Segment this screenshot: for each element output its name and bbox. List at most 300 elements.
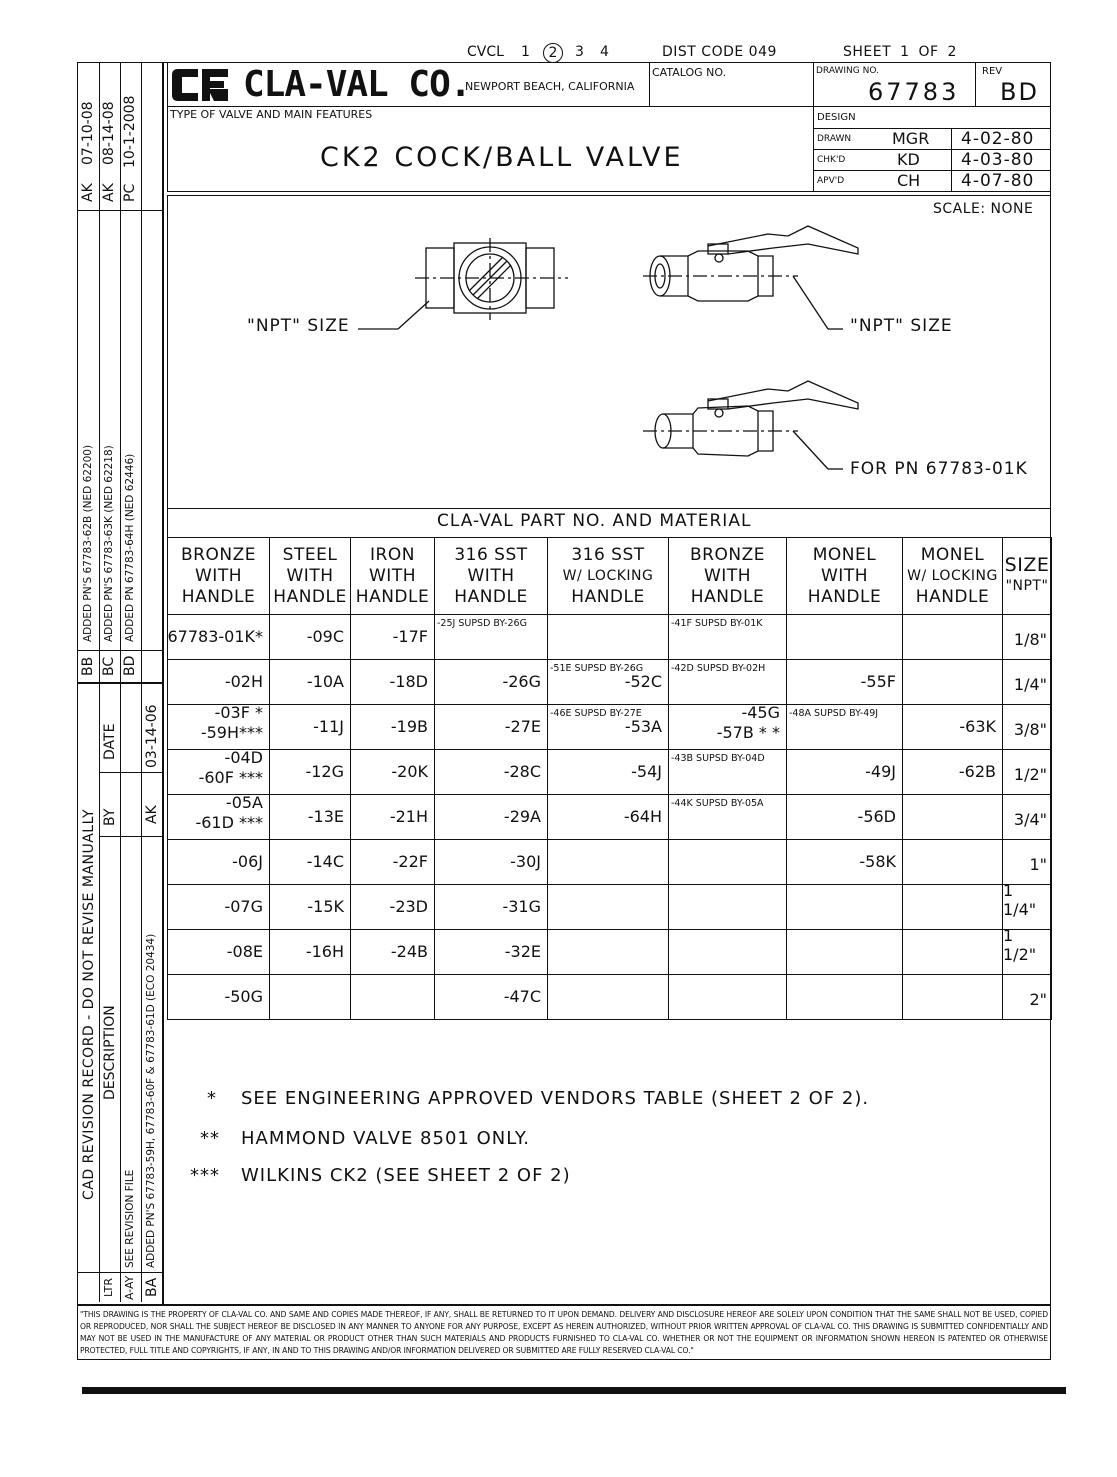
part-number: [307, 672, 344, 692]
table-cell: [351, 975, 435, 1020]
cvcl-value-3: 3: [575, 44, 584, 60]
part-number: [859, 852, 896, 872]
rev-bb-by: AK: [80, 183, 96, 202]
column-header-line: WITH: [369, 565, 416, 586]
table-cell: [351, 660, 435, 705]
part-number: [195, 793, 263, 833]
rev-bc-ltr: BC: [101, 656, 117, 676]
table-cell: [351, 615, 435, 660]
scale-note: SCALE: NONE: [933, 201, 1034, 217]
rev-header-description: DESCRIPTION: [102, 1005, 118, 1100]
table-cell: [351, 840, 435, 885]
column-header-line: 316 SST: [454, 544, 528, 565]
part-number-value: -58K: [859, 852, 896, 871]
table-cell: [270, 795, 351, 840]
note-2-text: HAMMOND VALVE 8501 ONLY.: [241, 1128, 530, 1149]
approved-date: 4-07-80: [961, 171, 1035, 191]
superseded-note: -51E SUPSD BY-26G: [550, 663, 644, 674]
checked-by: KD: [897, 150, 920, 169]
part-number-value: -52C: [624, 672, 662, 691]
part-number: [201, 703, 263, 743]
table-cell: [270, 750, 351, 795]
table-cell: [351, 750, 435, 795]
column-header-9: [1003, 538, 1052, 615]
approved-by: CH: [897, 171, 921, 190]
rev-bb-ltr: BB: [80, 656, 96, 676]
column-header-line: SIZE: [1004, 554, 1050, 576]
table-row: [168, 840, 1052, 885]
rev-header-ltr: LTR: [102, 1278, 115, 1297]
table-cell: [548, 660, 669, 705]
table-cell: [903, 885, 1003, 930]
approved-label: APV'D: [817, 176, 845, 186]
part-number-value: -29A: [503, 807, 541, 826]
superseded-note: -42D SUPSD BY-02H: [671, 663, 766, 674]
column-header-line: WITH: [704, 565, 751, 586]
table-cell: [270, 615, 351, 660]
table-cell: [548, 885, 669, 930]
table-cell: [435, 795, 548, 840]
rev-bd-ltr: BD: [122, 655, 138, 676]
part-number-value: -19B: [390, 717, 428, 736]
column-header-line: HANDLE: [690, 586, 765, 607]
note-3-text: WILKINS CK2 (SEE SHEET 2 OF 2): [241, 1165, 571, 1186]
part-number-value: -11J: [313, 717, 344, 736]
table-row: [168, 975, 1052, 1020]
table-cell: [903, 975, 1003, 1020]
part-number: [502, 672, 541, 692]
size-value: 1/4": [1013, 675, 1047, 694]
table-cell: [168, 660, 270, 705]
table-cell: [270, 660, 351, 705]
table-cell: [548, 930, 669, 975]
column-header-line: WITH: [467, 565, 515, 586]
part-number: [224, 987, 263, 1007]
size-value: 1": [1029, 855, 1047, 874]
part-number: [393, 852, 428, 872]
part-number: [307, 897, 344, 917]
company-location: NEWPORT BEACH, CALIFORNIA: [465, 80, 635, 93]
company-name: CLA-VAL CO.: [243, 64, 471, 105]
part-number-value: -31G: [502, 897, 541, 916]
part-number: [307, 852, 344, 872]
column-header-line: WITH: [286, 565, 334, 586]
column-header-line: W/ LOCKING: [907, 567, 998, 584]
part-number: [625, 672, 662, 692]
part-number-value: -45G: [741, 703, 780, 722]
column-header-line: STEEL: [282, 544, 338, 565]
part-number-value: -21H: [389, 807, 428, 826]
rev-ba-description: ADDED PN'S 67783-59H, 67783-60F & 67783-61D (ECO 20434): [145, 933, 157, 1268]
superseded-note: -43B SUPSD BY-04D: [671, 753, 765, 764]
part-number-value: -20K: [391, 762, 428, 781]
size-cell: [1003, 926, 1052, 975]
part-number-value: -05A: [225, 793, 263, 812]
table-cell: [168, 750, 270, 795]
part-number: [391, 717, 428, 737]
table-cell: [548, 975, 669, 1020]
rev-ba-by: AK: [144, 805, 160, 824]
part-number: [390, 672, 428, 692]
note-2-mark: **: [200, 1128, 220, 1149]
superseded-note: -25J SUPSD BY-26G: [437, 618, 527, 629]
table-cell: [168, 615, 270, 660]
column-header-line: HANDLE: [454, 586, 528, 607]
table-cell: [669, 885, 787, 930]
callout-for-pn: FOR PN 67783-01K: [850, 459, 1028, 479]
rev-aay-description: SEE REVISION FILE: [124, 1169, 136, 1268]
rev-bc-date: 08-14-08: [101, 101, 117, 165]
cla-val-logo-icon: [170, 66, 230, 104]
drawing-number-label: DRAWING NO.: [816, 66, 879, 76]
part-number: [227, 942, 263, 962]
table-cell: [669, 660, 787, 705]
drawn-by: MGR: [892, 129, 930, 148]
part-number: [505, 717, 541, 737]
part-number-value: -61D ***: [195, 813, 263, 832]
size-cell: [1003, 881, 1052, 930]
size-value: 2": [1029, 990, 1047, 1009]
part-number: [390, 807, 428, 827]
part-number-value: -17F: [392, 627, 428, 646]
table-cell: [787, 750, 903, 795]
rev-bd-by: PC: [122, 183, 138, 202]
table-cell: [669, 840, 787, 885]
column-header-line: "NPT": [1005, 578, 1049, 594]
table-cell: [351, 930, 435, 975]
rev-aay-ltr: A-AY: [123, 1275, 136, 1300]
part-number-value: -12G: [305, 762, 344, 781]
table-cell: [168, 795, 270, 840]
table-cell: [270, 840, 351, 885]
table-cell: [435, 840, 548, 885]
rev-bd-description: ADDED PN 67783-64H (NED 62446): [124, 453, 136, 642]
table-cell: [903, 840, 1003, 885]
part-number: [865, 762, 896, 782]
part-number-value: -26G: [502, 672, 541, 691]
part-number-value: -16H: [305, 942, 344, 961]
table-row: [168, 660, 1052, 705]
part-number: [308, 807, 344, 827]
rev-bc-by: AK: [101, 183, 117, 202]
part-number-value: -02H: [224, 672, 263, 691]
valve-side-view-icon: [643, 226, 858, 329]
part-number-value: -32E: [504, 942, 541, 961]
part-number-value: -56D: [857, 807, 896, 826]
column-header-8: [903, 538, 1003, 615]
cvcl-value-2-circled: 2: [543, 43, 563, 63]
valve-front-view-icon: [358, 238, 568, 329]
table-cell: [548, 840, 669, 885]
part-number: [631, 762, 662, 782]
column-header-line: HANDLE: [807, 586, 882, 607]
superseded-note: -46E SUPSD BY-27E: [550, 708, 642, 719]
rev-label: REV: [982, 66, 1003, 77]
part-number-value: -63K: [959, 717, 996, 736]
part-number-value: -64H: [623, 807, 662, 826]
part-number-value: -14C: [306, 852, 344, 871]
checked-date: 4-03-80: [961, 150, 1035, 170]
part-number: [717, 703, 780, 743]
part-number-value: -10A: [306, 672, 344, 691]
column-header-line: BRONZE: [181, 544, 256, 565]
rev-ba-ltr: BA: [144, 1277, 160, 1297]
table-cell: [435, 750, 548, 795]
catalog-label: CATALOG NO.: [652, 66, 727, 79]
part-number-value: -62B: [958, 762, 996, 781]
size-value: 1 1/4": [1003, 881, 1037, 919]
part-number-value: 67783-01K*: [167, 627, 263, 646]
column-header-line: MONEL: [812, 544, 877, 565]
drawn-date: 4-02-80: [961, 129, 1035, 149]
part-number: [624, 807, 662, 827]
table-cell: [351, 885, 435, 930]
table-cell: [435, 660, 548, 705]
table-cell: [435, 705, 548, 750]
rev-bd-date: 10-1-2008: [122, 95, 138, 168]
part-number-value: -08E: [226, 942, 263, 961]
size-cell: [1003, 615, 1052, 660]
table-cell: [270, 885, 351, 930]
column-header-line: HANDLE: [915, 586, 990, 607]
column-header-line: HANDLE: [355, 586, 430, 607]
table-cell: [351, 795, 435, 840]
size-cell: [1003, 840, 1052, 885]
cvcl-value-1: 1: [521, 44, 530, 60]
part-number-value: -55F: [860, 672, 896, 691]
part-number-value: -06J: [232, 852, 263, 871]
callout-npt-size-right: "NPT" SIZE: [850, 316, 953, 336]
part-number-value: -30J: [510, 852, 541, 871]
part-number: [307, 627, 344, 647]
size-cell: [1003, 750, 1052, 795]
part-number: [959, 762, 996, 782]
part-number-value: -59H***: [200, 723, 263, 742]
proprietary-disclaimer: "THIS DRAWING IS THE PROPERTY OF CLA-VAL CO. AND SAME AND COPIES MADE THEREOF, IF ANY, SHALL BE RETURNED TO IT UPON DEMAND. DELIVERY AND DISCLOSURE HEREOF ARE SOLELY UPON CONDITION THAT THE SAME SHALL NOT BE USED, COPIED OR REPRODUCED, NOR SHALL THE SUBJECT HEREOF BE DISCLOSED IN ANY MANNER TO ANYONE FOR ANY PURPOSE, EXCEPT AS HEREIN AUTHORIZED, WITHOUT PRIOR WRITTEN APPROVAL OF CLA-VAL CO. THIS DRAWING IS SUBMITTED CONFIDENTIALLY AND MAY NOT BE USED IN THE MANUFACTURE OF ANY MATERIAL OR PRODUCT OTHER THAN SUCH MATERIALS AND PRODUCTS FURNISHED TO CLA-VAL CO. WHETHER OR NOT THE EQUIPMENT OR INFORMATION SHOWN HEREON IS PATENTED OR OTHERWISE PROTECTED, FULL TITLE AND COPYRIGHTS, IF ANY, IN AND TO THIS DRAWING AND/OR INFORMATION DELIVERED OR SUBMITTED ARE FULLY RESERVED CLA-VAL CO.": [80, 1310, 1048, 1355]
table-cell: [435, 930, 548, 975]
table-cell: [787, 840, 903, 885]
table-cell: [168, 930, 270, 975]
column-header-4: [435, 538, 548, 615]
table-cell: [669, 705, 787, 750]
table-cell: [548, 705, 669, 750]
column-header-line: IRON: [370, 544, 415, 565]
part-number-value: -54J: [631, 762, 662, 781]
column-header-line: HANDLE: [273, 586, 347, 607]
part-number: [959, 717, 996, 737]
part-number-value: -13E: [307, 807, 344, 826]
design-label: DESIGN: [817, 112, 856, 123]
part-number-value: -23D: [389, 897, 428, 916]
valve-type-label: TYPE OF VALVE AND MAIN FEATURES: [170, 108, 373, 121]
valve-side-view-01k-icon: [643, 381, 858, 469]
part-number-value: -09C: [306, 627, 344, 646]
column-header-5: [548, 538, 669, 615]
rev-bb-description: ADDED PN'S 67783-62B (NED 62200): [82, 444, 94, 642]
table-row: [168, 885, 1052, 930]
part-number: [313, 717, 344, 737]
part-number-value: -22F: [392, 852, 428, 871]
part-number: [391, 762, 428, 782]
table-cell: [351, 705, 435, 750]
table-cell: [787, 795, 903, 840]
drawn-label: DRAWN: [817, 134, 852, 144]
part-number-value: -49J: [865, 762, 896, 781]
rev-bb-date: 07-10-08: [80, 101, 96, 165]
table-cell: [787, 885, 903, 930]
callout-npt-size-left: "NPT" SIZE: [247, 316, 350, 336]
part-number: [306, 942, 344, 962]
table-header-row: [168, 538, 1052, 615]
table-cell: [669, 750, 787, 795]
part-number: [390, 897, 428, 917]
part-number-value: -47C: [503, 987, 541, 1006]
column-header-6: [669, 538, 787, 615]
part-number-value: -15K: [307, 897, 344, 916]
column-header-line: HANDLE: [571, 586, 645, 607]
table-cell: [435, 975, 548, 1020]
cvcl-label: CVCL: [467, 44, 504, 60]
table-cell: [669, 615, 787, 660]
column-header-line: 316 SST: [571, 544, 645, 565]
table-cell: [903, 705, 1003, 750]
part-number: [861, 672, 896, 692]
table-cell: [787, 615, 903, 660]
part-number-value: -57B * *: [716, 723, 780, 742]
parts-table-title: CLA-VAL PART NO. AND MATERIAL: [437, 511, 752, 531]
table-cell: [787, 660, 903, 705]
table-row: [168, 705, 1052, 750]
note-3-mark: ***: [190, 1165, 220, 1186]
size-cell: [1003, 795, 1052, 840]
note-1-text: SEE ENGINEERING APPROVED VENDORS TABLE (SHEET 2 OF 2).: [241, 1088, 870, 1109]
table-cell: [435, 885, 548, 930]
table-cell: [669, 975, 787, 1020]
part-number: [502, 897, 541, 917]
size-value: 1 1/2": [1003, 926, 1037, 964]
parts-table: [167, 537, 1052, 1020]
column-header-line: WITH: [821, 565, 868, 586]
part-number: [305, 762, 344, 782]
part-number-value: -18D: [389, 672, 428, 691]
part-number-value: -27E: [504, 717, 541, 736]
part-number: [504, 987, 541, 1007]
note-1-mark: *: [207, 1088, 217, 1109]
table-cell: [168, 885, 270, 930]
part-number: [505, 942, 541, 962]
size-value: 1/8": [1013, 630, 1047, 649]
column-header-line: W/ LOCKING: [562, 567, 654, 584]
superseded-note: -48A SUPSD BY-49J: [789, 708, 879, 719]
part-number: [391, 942, 428, 962]
part-number: [393, 627, 428, 647]
part-number: [504, 807, 541, 827]
part-number-value: -50G: [224, 987, 263, 1006]
superseded-note: -41F SUPSD BY-01K: [671, 618, 763, 629]
table-cell: [669, 795, 787, 840]
column-header-1: [168, 538, 270, 615]
part-number: [225, 672, 263, 692]
column-header-7: [787, 538, 903, 615]
sheet-number: SHEET 1 OF 2: [843, 44, 957, 60]
table-cell: [435, 615, 548, 660]
table-cell: [270, 705, 351, 750]
table-cell: [548, 750, 669, 795]
table-cell: [787, 705, 903, 750]
column-header-line: MONEL: [920, 544, 985, 565]
rev-header-by: BY: [102, 808, 118, 826]
table-row: [168, 930, 1052, 975]
column-header-line: BRONZE: [690, 544, 765, 565]
checked-label: CHK'D: [817, 155, 846, 165]
revision-record-title: CAD REVISION RECORD - DO NOT REVISE MANUALLY: [81, 808, 97, 1200]
part-number: [167, 627, 263, 647]
rev-value: BD: [1000, 78, 1039, 106]
column-header-2: [270, 538, 351, 615]
table-cell: [903, 750, 1003, 795]
drawing-number: 67783: [868, 78, 960, 106]
part-number-value: -03F *: [214, 703, 263, 722]
table-cell: [903, 795, 1003, 840]
column-header-3: [351, 538, 435, 615]
table-cell: [168, 840, 270, 885]
size-value: 3/4": [1013, 810, 1047, 829]
drawing-title: CK2 COCK/BALL VALVE: [320, 142, 684, 173]
part-number-value: -53A: [624, 717, 662, 736]
cvcl-value-4: 4: [600, 44, 609, 60]
table-cell: [168, 705, 270, 750]
part-number-value: -07G: [224, 897, 263, 916]
part-number: [504, 762, 541, 782]
rev-ba-date: 03-14-06: [144, 704, 160, 768]
table-cell: [548, 795, 669, 840]
table-cell: [903, 615, 1003, 660]
size-cell: [1003, 975, 1052, 1020]
part-number-value: -60F ***: [198, 768, 263, 787]
table-cell: [270, 975, 351, 1020]
table-cell: [270, 930, 351, 975]
size-value: 1/2": [1013, 765, 1047, 784]
rev-bc-description: ADDED PN'S 67783-63K (NED 62218): [103, 445, 115, 642]
part-number-value: -24B: [390, 942, 428, 961]
column-header-line: WITH: [195, 565, 242, 586]
table-cell: [787, 930, 903, 975]
superseded-note: -44K SUPSD BY-05A: [671, 798, 764, 809]
table-cell: [903, 930, 1003, 975]
part-number: [224, 897, 263, 917]
part-number: [199, 748, 263, 788]
part-number-value: -28C: [503, 762, 541, 781]
page-bottom-rule: [82, 1387, 1066, 1394]
part-number: [625, 717, 662, 737]
part-number: [232, 852, 263, 872]
rev-header-date: DATE: [102, 723, 118, 760]
column-header-line: HANDLE: [181, 586, 256, 607]
table-cell: [787, 975, 903, 1020]
part-number-value: -04D: [224, 748, 263, 767]
table-cell: [903, 660, 1003, 705]
size-value: 3/8": [1013, 720, 1047, 739]
table-cell: [548, 615, 669, 660]
table-cell: [168, 975, 270, 1020]
table-row: [168, 795, 1052, 840]
table-row: [168, 615, 1052, 660]
part-number: [510, 852, 541, 872]
size-cell: [1003, 660, 1052, 705]
part-number: [858, 807, 896, 827]
size-cell: [1003, 705, 1052, 750]
table-cell: [669, 930, 787, 975]
